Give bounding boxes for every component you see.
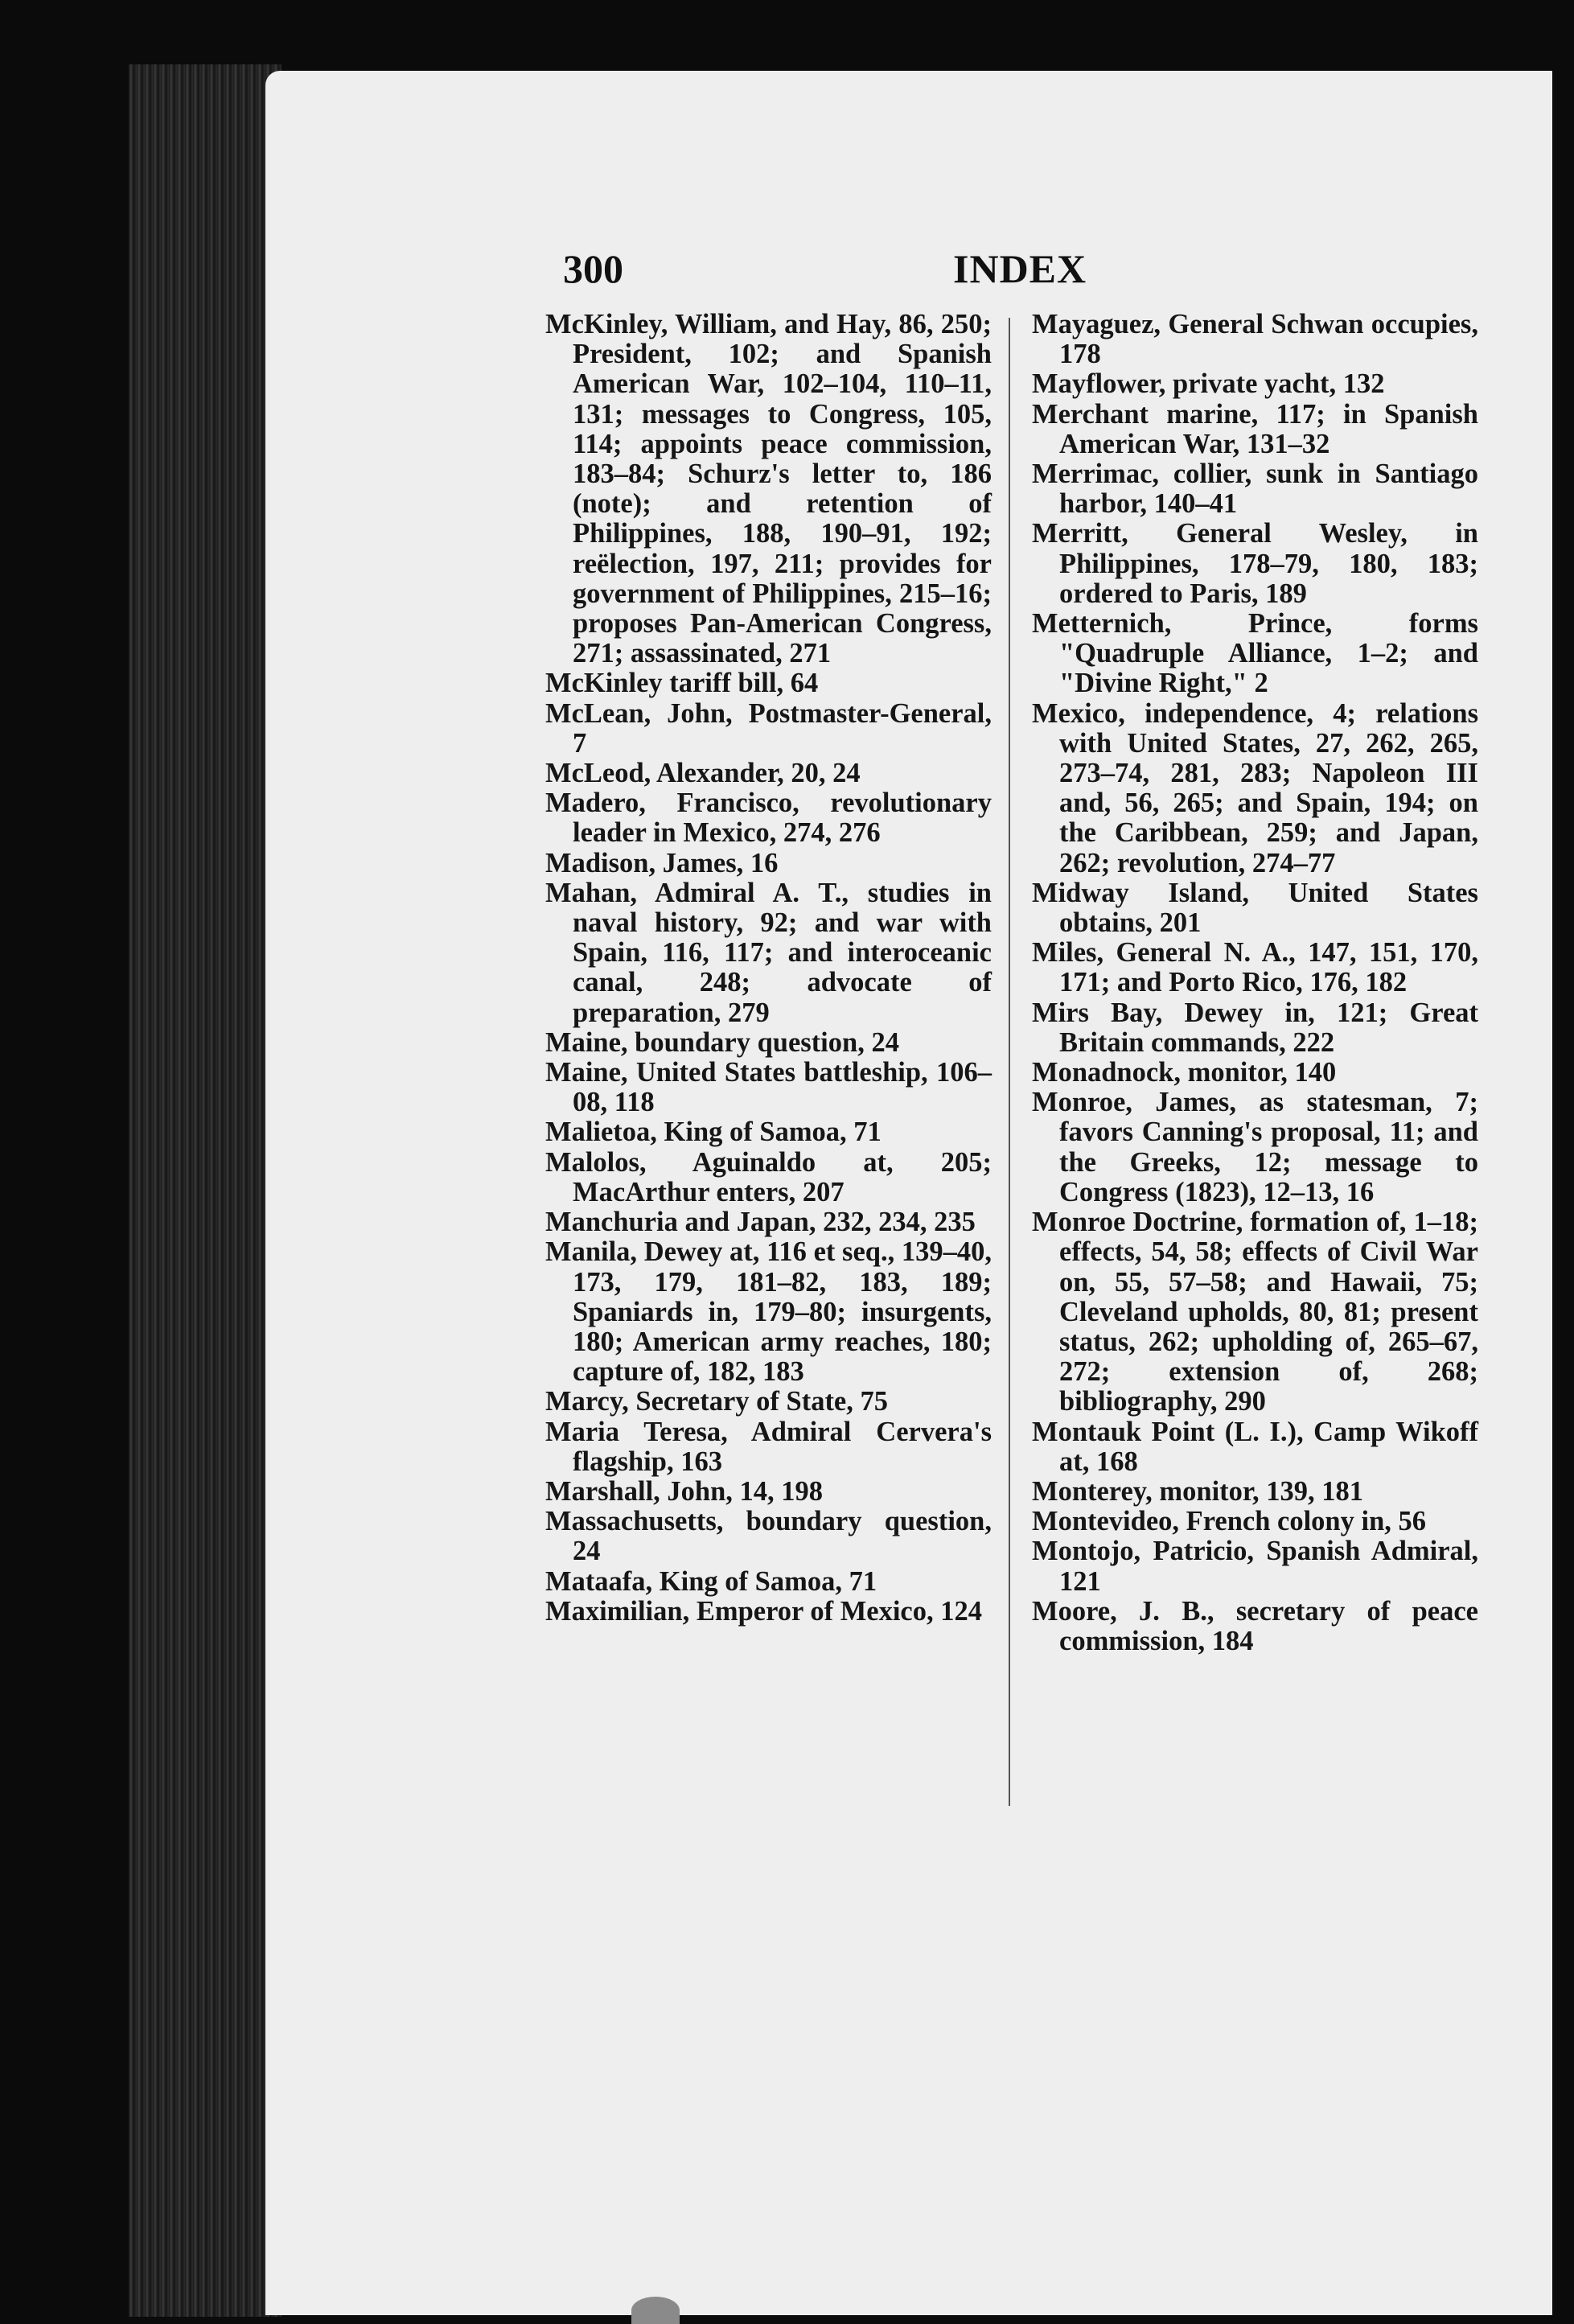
index-entry: Maximilian, Emperor of Mexico, 124	[545, 1595, 982, 1627]
index-entry: Mataafa, King of Samoa, 71	[545, 1565, 877, 1597]
index-entry: Mayflower, private yacht, 132	[1032, 368, 1385, 400]
index-entry: Midway Island, United States obtains, 201	[1032, 877, 1478, 939]
index-entry: Malietoa, King of Samoa, 71	[545, 1117, 882, 1148]
page-title: INDEX	[953, 246, 1087, 291]
index-entry: Madison, James, 16	[545, 847, 779, 878]
index-entry: McLeod, Alexander, 20, 24	[545, 758, 861, 789]
index-entry: Montojo, Patricio, Spanish Admiral, 121	[1032, 1536, 1478, 1597]
index-entry: Montauk Point (L. I.), Camp Wikoff at, 168	[1032, 1416, 1478, 1477]
index-entry: Manchuria and Japan, 232, 234, 235	[545, 1207, 976, 1238]
column-divider	[1009, 318, 1010, 1806]
page-number: 300	[563, 246, 623, 291]
index-entry: Maine, boundary question, 24	[545, 1026, 899, 1058]
index-entry: Manila, Dewey at, 116 et seq., 139–40, 173, 179, 181–82, 183, 189; Spaniards in, 179–80; insurgents, 180; American army reaches, 180; capture of, 182, 183	[545, 1236, 992, 1388]
index-entry: Metternich, Prince, forms "Quadruple Alliance, 1–2; and "Divine Right," 2	[1032, 608, 1478, 699]
index-entry: Maria Teresa, Admiral Cervera's flagship, 163	[545, 1416, 992, 1477]
index-entry: Merrimac, collier, sunk in Santiago harbor, 140–41	[1032, 459, 1478, 520]
index-entry: Monadnock, monitor, 140	[1032, 1057, 1337, 1088]
index-entry: McKinley, William, and Hay, 86, 250; President, 102; and Spanish American War, 102–104, 110–11, 131; messages to Congress, 105, 114; appoints peace commission, 183–84; Schurz's letter to, 186 (note); and retention of Philippines, 188, 190–91, 192; reëlection, 197, 211; provides for government of Philippines, 215–16; proposes Pan-American Congress, 271; assassinated, 271	[545, 309, 992, 669]
book-spine-edge	[129, 64, 282, 2317]
index-column-left	[545, 310, 992, 1627]
index-entry: Merchant marine, 117; in Spanish American War, 131–32	[1032, 398, 1478, 459]
index-entry: Monroe, James, as statesman, 7; favors Canning's proposal, 11; and the Greeks, 12; message to Congress (1823), 12–13, 16	[1032, 1087, 1478, 1207]
index-entry: McKinley tariff bill, 64	[545, 668, 819, 699]
index-entry: Mahan, Admiral A. T., studies in naval history, 92; and war with Spain, 116, 117; and interoceanic canal, 248; advocate of preparation, 279	[545, 877, 992, 1028]
page-header	[563, 245, 1094, 294]
index-entry: Monterey, monitor, 139, 181	[1032, 1475, 1364, 1507]
index-entry: Miles, General N. A., 147, 151, 170, 171; and Porto Rico, 176, 182	[1032, 937, 1478, 998]
index-entry: Massachusetts, boundary question, 24	[545, 1506, 992, 1567]
index-entry: Mayaguez, General Schwan occupies, 178	[1032, 309, 1478, 370]
index-entry: Mexico, independence, 4; relations with United States, 27, 262, 265, 273–74, 281, 283; Napoleon III and, 56, 265; and Spain, 194; on the Caribbean, 259; and Japan, 262; revolution, 274–77	[1032, 697, 1478, 878]
index-entry: Marshall, John, 14, 198	[545, 1475, 824, 1507]
index-entry: McLean, John, Postmaster-General, 7	[545, 697, 992, 759]
index-entry: Madero, Francisco, revolutionary leader in Mexico, 274, 276	[545, 788, 992, 849]
index-entry: Moore, J. B., secretary of peace commission, 184	[1032, 1595, 1478, 1656]
scan-smudge	[631, 2297, 680, 2324]
index-entry: Marcy, Secretary of State, 75	[545, 1386, 888, 1417]
index-entry: Monroe Doctrine, formation of, 1–18; effects, 54, 58; effects of Civil War on, 55, 57–58; and Hawaii, 75; Cleveland upholds, 80, 81; present status, 262; upholding of, 265–67, 272; extension of, 268; bibliography, 290	[1032, 1207, 1478, 1417]
index-entry: Mirs Bay, Dewey in, 121; Great Britain commands, 222	[1032, 997, 1478, 1058]
index-entry: Merritt, General Wesley, in Philippines, 178–79, 180, 183; ordered to Paris, 189	[1032, 518, 1478, 609]
index-entry: Malolos, Aguinaldo at, 205; MacArthur enters, 207	[545, 1146, 992, 1207]
index-entry: Maine, United States battleship, 106–08, 118	[545, 1057, 992, 1118]
index-entry: Montevideo, French colony in, 56	[1032, 1506, 1427, 1537]
index-column-right	[1032, 310, 1478, 1656]
